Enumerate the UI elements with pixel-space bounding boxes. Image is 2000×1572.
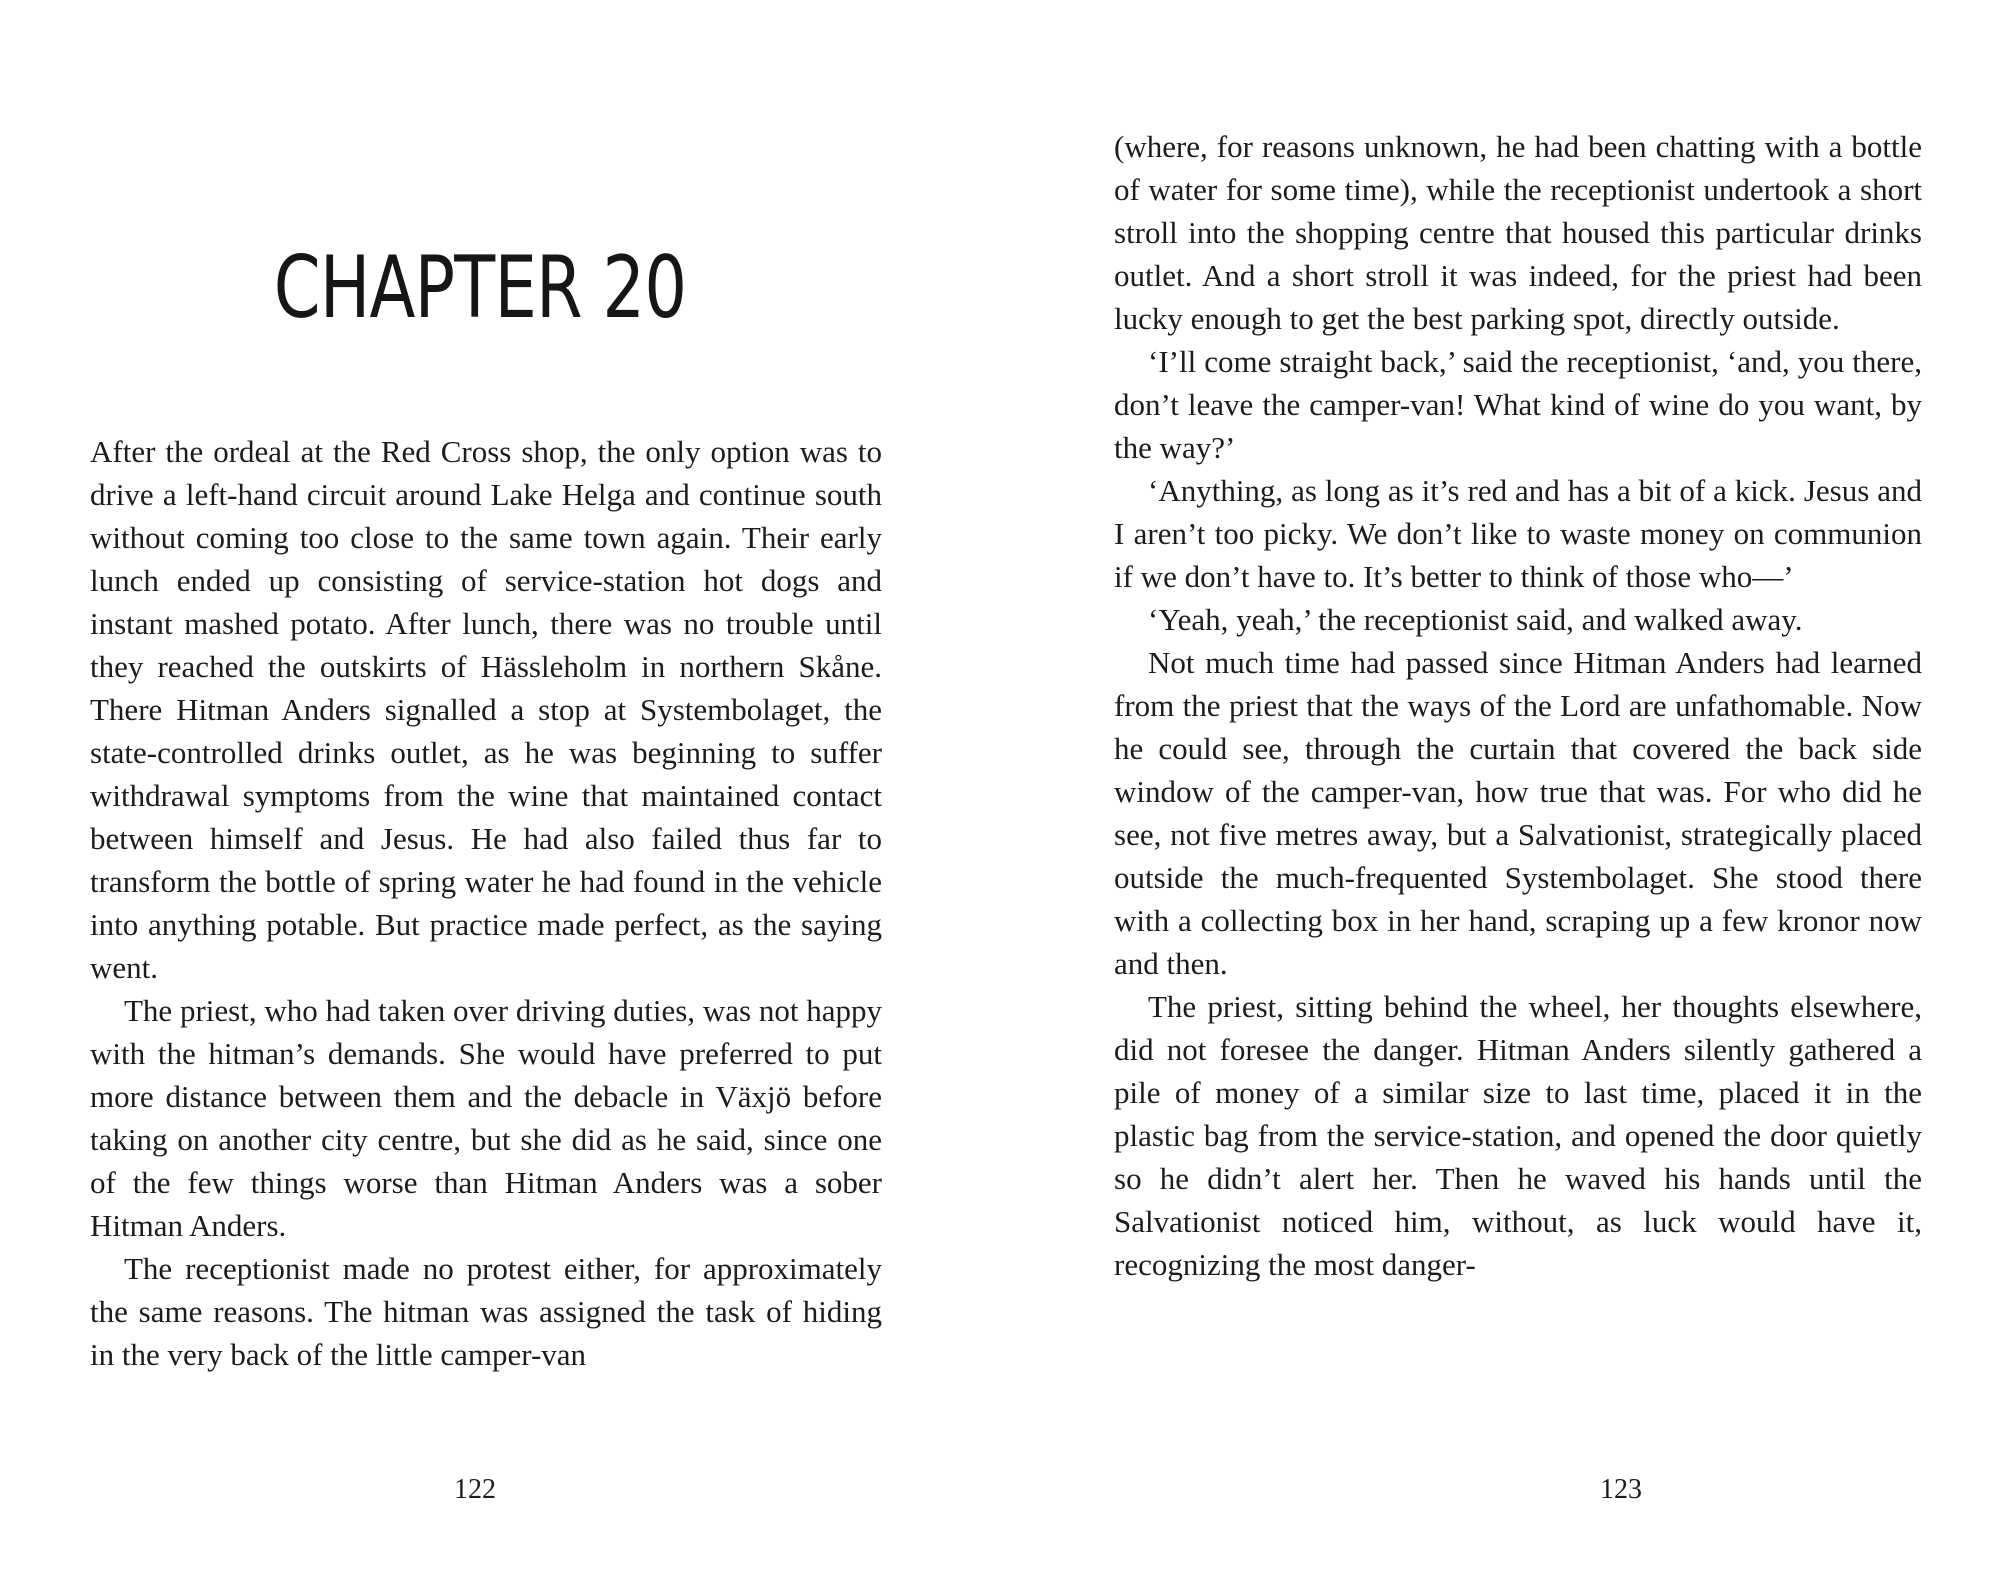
paragraph: ‘I’ll come straight back,’ said the receptionist, ‘and, you there, don’t leave the camper-van! What kind of wine do you want, by the way?’ bbox=[1114, 344, 1922, 465]
page-number-right: 123 bbox=[1600, 1474, 1642, 1505]
paragraph: The priest, sitting behind the wheel, her thoughts elsewhere, did not foresee the danger. Hitman Anders silently gathered a pile of money of a similar size to last time, placed it in the plastic bag from the service-station, and opened the door quietly so he didn’t alert her. Then he waved his hands until the Salvationist noticed him, without, as luck would have it, recognizing the most danger- bbox=[1114, 989, 1922, 1282]
right-page bbox=[1000, 0, 2000, 1572]
paragraph: The priest, who had taken over driving duties, was not happy with the hitman’s demands. She would have preferred to put more distance between them and the debacle in Växjö before taking on another city centre, but she did as he said, since one of the few things worse than Hitman Anders was a sober Hitman Anders. bbox=[90, 993, 882, 1243]
left-page-body bbox=[90, 430, 882, 1376]
page-number-left: 122 bbox=[454, 1474, 496, 1505]
paragraph: ‘Yeah, yeah,’ the receptionist said, and walked away. bbox=[1148, 602, 1803, 637]
paragraph: (where, for reasons unknown, he had been chatting with a bottle of water for some time), while the receptionist undertook a short stroll into the shopping centre that housed this particular drinks outlet. And a short stroll it was indeed, for the priest had been lucky enough to get the best parking spot, directly outside. bbox=[1114, 129, 1922, 336]
paragraph: Not much time had passed since Hitman Anders had learned from the priest that the ways of the Lord are unfathomable. Now he could see, through the curtain that covered the back side window of the camper-van, how true that was. For who did he see, not five metres away, but a Salvationist, strategically placed outside the much-frequented Systembolaget. She stood there with a collecting box in her hand, scraping up a few kronor now and then. bbox=[1114, 645, 1922, 981]
paragraph: ‘Anything, as long as it’s red and has a bit of a kick. Jesus and I aren’t too picky. We don’t like to waste money on communion if we don’t have to. It’s better to think of those who—’ bbox=[1114, 473, 1922, 594]
right-page-body bbox=[1114, 125, 1922, 1286]
chapter-title: CHAPTER 20 bbox=[273, 238, 687, 338]
paragraph: After the ordeal at the Red Cross shop, the only option was to drive a left-hand circuit around Lake Helga and continue south without coming too close to the same town again. Their early lunch ended up consisting of service-station hot dogs and instant mashed potato. After lunch, there was no trouble until they reached the outskirts of Hässleholm in northern Skåne. There Hitman Anders signalled a stop at Systembolaget, the state-controlled drinks outlet, as he was beginning to suffer withdrawal symptoms from the wine that maintained contact between himself and Jesus. He had also failed thus far to transform the bottle of spring water he had found in the vehicle into anything potable. But practice made perfect, as the saying went. bbox=[90, 434, 882, 985]
paragraph: The receptionist made no protest either, for approximately the same reasons. The hitman was assigned the task of hiding in the very back of the little camper-van bbox=[90, 1251, 882, 1372]
